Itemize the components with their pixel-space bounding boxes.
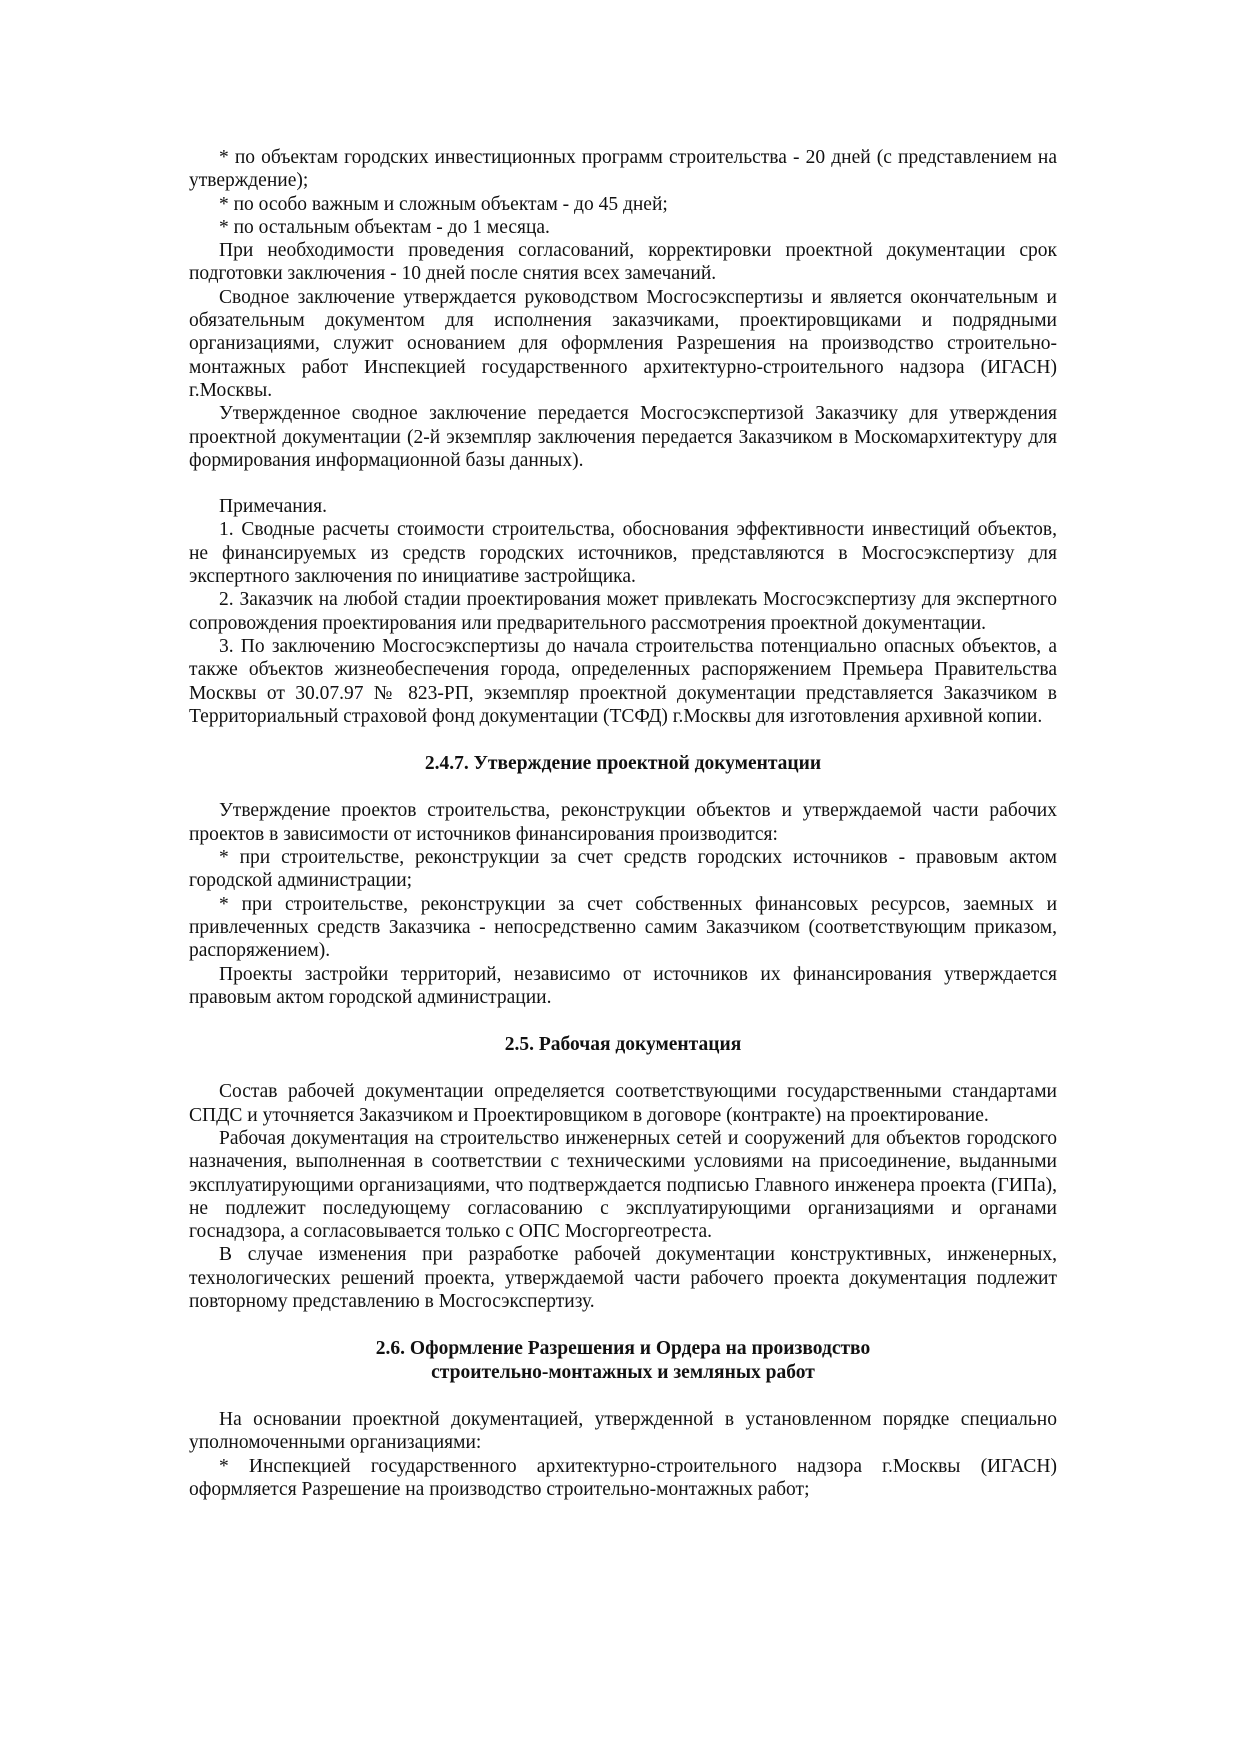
- note-item-1: 1. Сводные расчеты стоимости строительства, обоснования эффективности инвестиций объектов, не финансируемых из средств городских источников, представляются в Мосгосэкспертизу для экспертного заключения по инициативе застройщика.: [189, 519, 1057, 588]
- paragraph-corrections-term: При необходимости проведения согласований, корректировки проектной документации срок подготовки заключения - 10 дней после снятия всех замечаний.: [189, 240, 1057, 285]
- paragraph-permit-igasn: * Инспекцией государственного архитектурно-строительного надзора г.Москвы (ИГАСН) оформляется Разрешение на производство строительно-монтажных работ;: [189, 1455, 1057, 1500]
- spacer: [189, 1384, 1057, 1408]
- paragraph-approval-city-funds: * при строительстве, реконструкции за счет средств городских источников - правовым актом городской администрации;: [189, 847, 1057, 892]
- note-item-3: 3. По заключению Мосгосэкспертизы до начала строительства потенциально опасных объектов, а также объектов жизнеобеспечения города, определенных распоряжением Премьера Правительства Москвы от 30.07.97 № 823-РП, экземпляр проектной документации представляется Заказчиком в Территориальный страховой фонд документации (ТСФД) г.Москвы для изготовления архивной копии.: [189, 635, 1057, 727]
- spacer: [189, 775, 1057, 799]
- spacer: [189, 472, 1057, 495]
- paragraph-summary-conclusion: Сводное заключение утверждается руководством Мосгосэкспертизы и является окончательным и обязательным документом для исполнения заказчиками, проектировщиками и подрядными организациями, служит основанием для оформления Разрешения на производство строительно-монтажных работ Инспекцией государственного архитектурно-строительного надзора (ИГАСН) г.Москвы.: [189, 286, 1057, 401]
- paragraph-approval-intro: Утверждение проектов строительства, реконструкции объектов и утверждаемой части рабочих проектов в зависимости от источников финансирования производится:: [189, 800, 1057, 845]
- note-item-2: 2. Заказчик на любой стадии проектирования может привлекать Мосгосэкспертизу для экспертного сопровождения проектирования или предварительного рассмотрения проектной документации.: [189, 589, 1057, 634]
- document-page: [189, 146, 1057, 1501]
- spacer: [189, 1313, 1057, 1337]
- paragraph-working-docs-networks: Рабочая документация на строительство инженерных сетей и сооружений для объектов городского назначения, выполненная в соответствии с техническими условиями на присоединение, выданными эксплуатирующими организациями, что подтверждается подписью Главного инженера проекта (ГИПа), не подлежит последующему согласованию с эксплуатирующими организациями и органами госнадзора, а согласовывается только с ОПС Мосгоргеотреста.: [189, 1127, 1057, 1243]
- section-heading-2-5: 2.5. Рабочая документация: [504, 1034, 742, 1056]
- paragraph-working-docs-changes: В случае изменения при разработке рабочей документации конструктивных, инженерных, технологических решений проекта, утверждаемой части рабочего проекта документация подлежит повторному представлению в Мосгосэкспертизу.: [189, 1244, 1057, 1313]
- paragraph-permit-basis: На основании проектной документацией, утвержденной в установленном порядке специально уполномоченными организациями:: [189, 1408, 1057, 1454]
- section-heading-2-4-7: 2.4.7. Утверждение проектной документации: [424, 753, 822, 775]
- spacer: [189, 1056, 1057, 1080]
- notes-title: Примечания.: [219, 496, 327, 518]
- section-heading-2-6: [189, 1337, 1057, 1384]
- paragraph-approved-conclusion: Утвержденное сводное заключение передается Мосгосэкспертизой Заказчику для утверждения проектной документации (2-й экземпляр заключения передается Заказчиком в Москомархитектуру для формирования информационной базы данных).: [189, 403, 1057, 471]
- paragraph-other-objects-term: * по остальным объектам - до 1 месяца.: [219, 216, 550, 238]
- paragraph-approval-own-funds: * при строительстве, реконструкции за счет собственных финансовых ресурсов, заемных и привлеченных средств Заказчика - непосредственно самим Заказчиком (соответствующим приказом, распоряжением).: [189, 893, 1057, 962]
- paragraph-important-objects-term: * по особо важным и сложным объектам - до 45 дней;: [219, 193, 668, 215]
- paragraph-working-docs-composition: Состав рабочей документации определяется соответствующими государственными стандартами СПДС и уточняется Заказчиком и Проектировщиком в договоре (контракте) на проектирование.: [189, 1081, 1057, 1126]
- section-heading-2-6-line-2: строительно-монтажных и земляных работ: [431, 1361, 815, 1383]
- paragraph-city-programs-term: * по объектам городских инвестиционных программ строительства - 20 дней (с представлением на утверждение);: [189, 147, 1057, 192]
- section-heading-2-6-line-1: 2.6. Оформление Разрешения и Ордера на производство: [375, 1338, 871, 1360]
- paragraph-approval-territories: Проекты застройки территорий, независимо от источников их финансирования утверждается правовым актом городской администрации.: [189, 963, 1057, 1008]
- spacer: [189, 728, 1057, 752]
- spacer: [189, 1009, 1057, 1033]
